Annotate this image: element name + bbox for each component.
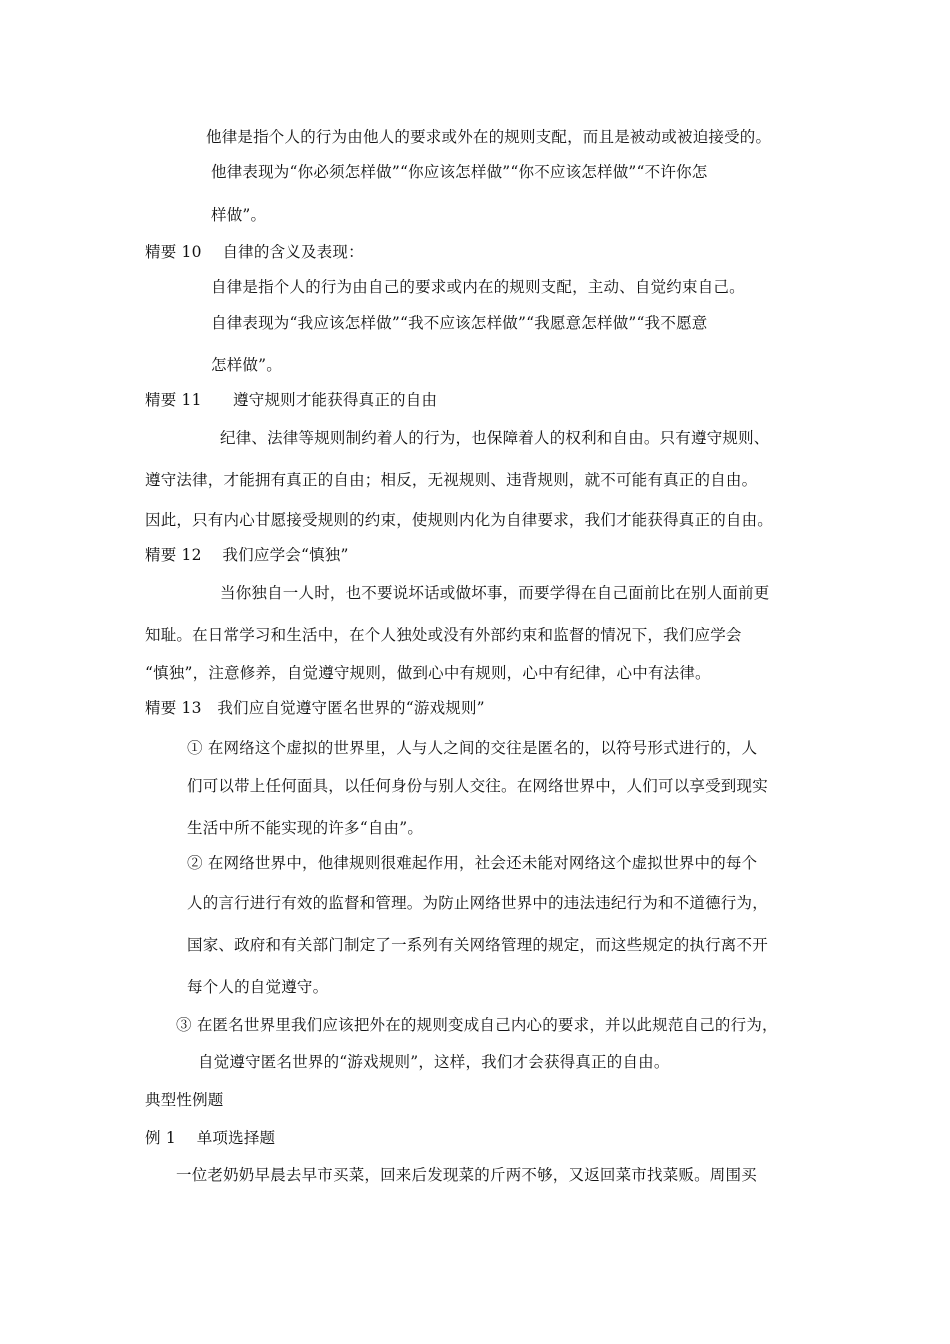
paragraph-line: 他律是指个人的行为由他人的要求或外在的规则支配，而且是被动或被迫接受的。 xyxy=(206,128,772,146)
paragraph-line: 知耻。在日常学习和生活中，在个人独处或没有外部约束和监督的情况下，我们应学会 xyxy=(145,626,742,644)
section-heading: 精要 10 自律的含义及表现： xyxy=(145,243,364,261)
section-heading: 典型性例题 xyxy=(145,1091,224,1109)
paragraph-line: 每个人的自觉遵守。 xyxy=(187,978,329,996)
paragraph-line: 们可以带上任何面具，以任何身份与别人交往。在网络世界中，人们可以享受到现实 xyxy=(187,777,768,795)
paragraph-line: “慎独”，注意修养，自觉遵守规则，做到心中有规则，心中有纪律，心中有法律。 xyxy=(145,664,711,682)
paragraph-line: 生活中所不能实现的许多“自由”。 xyxy=(187,819,424,837)
paragraph-line: 怎样做”。 xyxy=(211,356,282,374)
example-heading: 例 1 单项选择题 xyxy=(145,1129,276,1147)
paragraph-line: ③ 在匿名世界里我们应该把外在的规则变成自己内心的要求，并以此规范自己的行为， xyxy=(176,1016,778,1034)
paragraph-line: ① 在网络这个虚拟的世界里，人与人之间的交往是匿名的，以符号形式进行的，人 xyxy=(187,739,758,757)
paragraph-line: 纪律、法律等规则制约着人的行为，也保障着人的权利和自由。只有遵守规则、 xyxy=(220,429,770,447)
paragraph-line: 人的言行进行有效的监督和管理。为防止网络世界中的违法违纪行为和不道德行为， xyxy=(187,894,768,912)
paragraph-line: 他律表现为“你必须怎样做”“你应该怎样做”“你不应该怎样做”“不许你怎 xyxy=(211,163,708,181)
paragraph-line: 自觉遵守匿名世界的“游戏规则”，这样，我们才会获得真正的自由。 xyxy=(198,1053,670,1071)
paragraph-line: 当你独自一人时，也不要说坏话或做坏事，而要学得在自己面前比在别人面前更 xyxy=(220,584,770,602)
paragraph-line: 国家、政府和有关部门制定了一系列有关网络管理的规定，而这些规定的执行离不开 xyxy=(187,936,768,954)
paragraph-line: 因此，只有内心甘愿接受规则的约束，使规则内化为自律要求，我们才能获得真正的自由。 xyxy=(145,511,774,529)
paragraph-line: 自律是指个人的行为由自己的要求或内在的规则支配，主动、自觉约束自己。 xyxy=(211,278,745,296)
paragraph-line: ② 在网络世界中，他律规则很难起作用，社会还未能对网络这个虚拟世界中的每个 xyxy=(187,854,758,872)
section-heading: 精要 11 遵守规则才能获得真正的自由 xyxy=(145,391,438,409)
paragraph-line: 遵守法律，才能拥有真正的自由；相反，无视规则、违背规则，就不可能有真正的自由。 xyxy=(145,471,758,489)
section-heading: 精要 12 我们应学会“慎独” xyxy=(145,546,349,564)
paragraph-line: 一位老奶奶早晨去早市买菜，回来后发现菜的斤两不够，又返回菜市找菜贩。周围买 xyxy=(176,1166,757,1184)
paragraph-line: 自律表现为“我应该怎样做”“我不应该怎样做”“我愿意怎样做”“我不愿意 xyxy=(211,314,708,332)
paragraph-line: 样做”。 xyxy=(211,206,267,224)
section-heading: 精要 13 我们应自觉遵守匿名世界的“游戏规则” xyxy=(145,699,485,717)
